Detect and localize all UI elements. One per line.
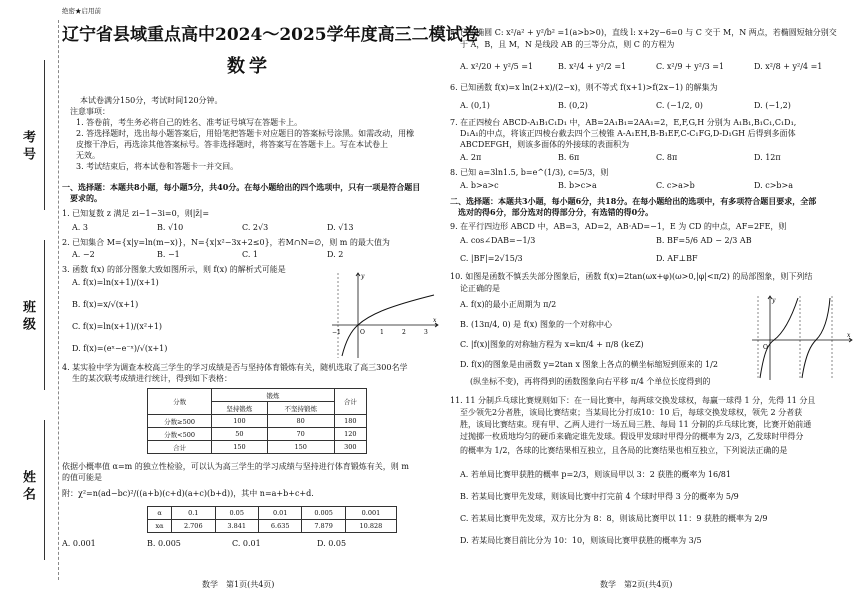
fill-line (44, 420, 45, 560)
option: D. x²/8 + y²/4 =1 (754, 62, 823, 71)
option: A. cos∠DAB=−1/3 (460, 236, 536, 245)
option: A. 若单局比赛甲获胜的概率 p=2/3，则该局甲以 3：2 获胜的概率为 16/81 (460, 470, 731, 479)
question-4-text: 依据小概率值 α=m 的独立性检验，可以认为高三学生的学习成绩与坚持进行体育锻炼有关，则 m (62, 462, 409, 471)
option: D. c>b>a (754, 181, 793, 190)
y-axis-label: y (361, 273, 365, 280)
question-9: 9. 在平行四边形 ABCD 中，AB=3，AD=2，AB·AD=−1，E 为 CD 的中点，AF=2FE，则 (450, 222, 787, 231)
q3-function-graph (330, 270, 440, 360)
option: D. AF⊥BF (656, 254, 698, 263)
question-10-cont: (纵坐标不变)，再将得到的函数图象向右平移 π/4 个单位长度得到的 (470, 377, 711, 386)
question-7-cont: ABCDEFGH，则该多面体的外接球的表面积为 (460, 140, 630, 149)
option: B. 6π (558, 153, 580, 162)
option: C. (−1/2, 0) (656, 101, 703, 110)
section-1-heading-cont: 要求的。 (70, 193, 102, 203)
note-line: 无效。 (76, 151, 100, 160)
x-axis-label: x (847, 332, 851, 339)
fill-line (44, 240, 45, 390)
option: C. f(x)=ln(x+1)/(x²+1) (72, 322, 163, 331)
question-1: 1. 已知复数 z 满足 zi−1−3i=0，则|z̄|= (62, 209, 210, 218)
question-7-cont: D₁A₁的中点，将该正四棱台截去四个三棱锥 A-A₁EH,B-B₁EF,C-C₁FG,D-D₁GH 后得到多面体 (460, 129, 796, 138)
question-5-cont: 于 A，B，且 M，N 是线段 AB 的三等分点，则 C 的方程为 (460, 40, 675, 49)
option: D. √13 (327, 223, 354, 232)
notes-intro: 本试卷满分150分，考试时间120分钟。 (80, 96, 223, 105)
question-8: 8. 已知 a=3ln1.5, b=e^(1/3), c=5/3，则 (450, 168, 609, 177)
class-label: 班级 (20, 300, 35, 334)
option: A. (0,1) (460, 101, 490, 110)
option: D. f(x)=(eˣ−e⁻ˣ)/√(x+1) (72, 344, 168, 353)
axis-origin: O (763, 344, 768, 351)
critical-value-table (147, 506, 397, 533)
question-11: 11. 11 分制乒乓球比赛规则如下：在一局比赛中，每两球交换发球权，每赢一球得 1 分，先得 11 分且 (450, 396, 816, 405)
option: A. 2π (460, 153, 482, 162)
note-line: 1. 答卷前，考生务必将自己的姓名、准考证号填写在答题卡上。 (76, 118, 303, 127)
option: B. b>c>a (558, 181, 597, 190)
table-header: 锻炼 (212, 389, 335, 402)
option: C. 若某局比赛甲先发球，双方比分为 8：8，则该局比赛甲以 11：9 获胜的概率为 2/9 (460, 514, 768, 523)
page-footer: 数学 第1页(共4页) (202, 580, 275, 589)
option: A. 3 (72, 223, 88, 232)
axis-tick: −1 (332, 329, 341, 336)
binding-strip (0, 0, 60, 599)
subject-title: 数学 (227, 56, 271, 77)
option: A. f(x)=ln(x+1)/(x+1) (72, 278, 159, 287)
option: C. x²/9 + y²/3 =1 (656, 62, 725, 71)
option: B. BF=5/6 AD − 2/3 AB (656, 236, 752, 245)
option: B. −1 (157, 250, 180, 259)
option: C. c>a>b (656, 181, 695, 190)
table-row: xα 2.706 3.841 6.635 7.879 10.828 (148, 520, 397, 533)
axis-tick: 1 (380, 329, 384, 336)
option: A. b>a>c (460, 181, 499, 190)
fill-line (44, 60, 45, 210)
table-row: 合计 150 150 300 (148, 441, 367, 454)
option: C. 1 (242, 250, 259, 259)
table-header: 分数 (148, 389, 212, 415)
section-2-heading-cont: 选对的得6分，部分选对的得部分分，有选错的得0分。 (458, 207, 654, 217)
question-11-cont: 胜，该局比赛结束。现有甲、乙两人进行一场五局三胜、每局 11 分制的乒乓球比赛，比赛开始前通 (460, 420, 812, 429)
option: D. 12π (754, 153, 781, 162)
option: C. 0.01 (232, 539, 261, 548)
option: D. 0.05 (317, 539, 347, 548)
question-4-text: 的值可能是 (62, 473, 102, 482)
option: C. |BF|=2√15/3 (460, 254, 523, 263)
option: B. 若某局比赛甲先发球，则该局比赛中打完前 4 个球时甲得 3 分的概率为 5/9 (460, 492, 739, 501)
confidential-mark: 绝密★启用前 (62, 7, 101, 15)
question-11-cont: 至少领先2分者胜，该局比赛结束；当某局比分打成10：10 后，每球交换发球权，领先 2 分者获 (460, 408, 803, 417)
option: A. 0.001 (62, 539, 96, 548)
option: D. f(x)的图象是由函数 y=2tan x 图象上各点的横坐标缩短到原来的 1/2 (460, 360, 718, 369)
question-5: 5. 已知椭圆 C: x²/a² + y²/b² =1(a>b>0)，直线 l: x+2y−6=0 与 C 交于 M，N 两点，若椭圆短轴分别交 (450, 28, 837, 37)
contingency-table (147, 388, 367, 454)
option: B. (13π/4, 0) 是 f(x) 图象的一个对称中心 (460, 320, 612, 329)
option: D. (−1,2) (754, 101, 791, 110)
chi-square-formula: 附：χ²=n(ad−bc)²/((a+b)(c+d)(a+c)(b+d))，其中 n=a+b+c+d. (62, 489, 314, 498)
axis-origin: O (360, 329, 365, 336)
notes-heading: 注意事项： (70, 107, 110, 116)
note-line: 2. 答选择题时，选出每小题答案后，用铅笔把答题卡对应题目的答案标号涂黑。如需改动，用橡 (76, 129, 415, 138)
table-header: 坚持锻炼 (212, 402, 267, 415)
table-row: 分数<500 50 70 120 (148, 428, 367, 441)
option: B. 0.005 (147, 539, 181, 548)
exam-number-label: 考号 (20, 130, 35, 164)
note-line: 皮擦干净后，再选涂其他答案标号。答非选择题时，将答案写在答题卡上。写在本试卷上 (76, 140, 388, 149)
question-6: 6. 已知函数 f(x)=x ln(2+x)/(2−x)，则不等式 f(x+1)>f(2x−1) 的解集为 (450, 83, 718, 92)
x-axis-label: x (433, 317, 437, 324)
option: D. 2 (327, 250, 344, 259)
question-7: 7. 在正四棱台 ABCD-A₁B₁C₁D₁ 中，AB=2A₁B₁=2AA₁=2，E,F,G,H 分别为 A₁B₁,B₁C₁,C₁D₁, (450, 118, 797, 127)
note-line: 3. 考试结束后，将本试卷和答题卡一并交回。 (76, 162, 239, 171)
question-10-cont: 论正确的是 (460, 284, 500, 293)
option: A. −2 (72, 250, 95, 259)
axis-tick: 3 (424, 329, 428, 336)
page-footer: 数学 第2页(共4页) (600, 580, 673, 589)
axis-tick: 2 (402, 329, 406, 336)
option: D. 若某局比赛目前比分为 10：10，则该局比赛甲获胜的概率为 3/5 (460, 536, 702, 545)
section-1-heading: 一、选择题：本题共8小题，每小题5分，共40分。在每小题给出的四个选项中，只有一项是符合题目 (62, 182, 421, 192)
section-2-heading: 二、选择题：本题共3小题，每小题6分，共18分。在每小题给出的选项中，有多项符合题目要求，全部 (450, 196, 817, 206)
option: B. f(x)=x/√(x+1) (72, 300, 139, 309)
question-11-cont: 过抛掷一枚质地均匀的硬币来确定谁先发球。假设甲发球时甲得分的概率为 2/3，乙发球时甲得分 (460, 432, 804, 441)
table-header: 不坚持锻炼 (267, 402, 334, 415)
cut-line (58, 20, 59, 580)
table-row: α 0.1 0.05 0.01 0.005 0.001 (148, 507, 397, 520)
question-4: 4. 某实验中学为调查本校高三学生的学习成绩是否与坚持体育锻炼有关，随机选取了高三300名学 (62, 363, 408, 372)
y-axis-label: y (772, 297, 776, 304)
option: A. f(x)的最小正周期为 π/2 (460, 300, 557, 309)
question-3: 3. 函数 f(x) 的部分图象大致如图所示，则 f(x) 的解析式可能是 (62, 265, 286, 274)
option: C. |f(x)|图象的对称轴方程为 x=kπ/4 + π/8 (k∈Z) (460, 340, 644, 349)
option: C. 8π (656, 153, 678, 162)
question-10: 10. 如图是函数不慎丢失部分图象后，函数 f(x)=2tan(ωx+φ)(ω>0,|φ|<π/2) 的局部图象，则下列结 (450, 272, 813, 281)
option: B. √10 (157, 223, 184, 232)
table-header: 合计 (334, 389, 366, 415)
question-2: 2. 已知集合 M={x|y=ln(m−x)}，N={x|x²−3x+2≤0}，若M∩N=∅，则 m 的最大值为 (62, 238, 390, 247)
exam-title: 辽宁省县域重点高中2024～2025学年度高三二模试卷 (62, 25, 480, 45)
page-2 (450, 0, 860, 599)
option: B. (0,2) (558, 101, 588, 110)
question-11-cont: 的概率为 1/2，各球的比赛结果相互独立，且各局的比赛结果也相互独立，下列说法正确的是 (460, 446, 788, 455)
option: B. x²/4 + y²/2 =1 (558, 62, 627, 71)
table-row: 分数≥500 100 80 180 (148, 415, 367, 428)
q10-tangent-graph (750, 292, 855, 382)
name-label: 姓名 (20, 470, 35, 504)
question-4-cont: 生的某次联考成绩进行统计，得到如下表格： (72, 374, 232, 383)
option: A. x²/20 + y²/5 =1 (460, 62, 534, 71)
option: C. 2√3 (242, 223, 269, 232)
